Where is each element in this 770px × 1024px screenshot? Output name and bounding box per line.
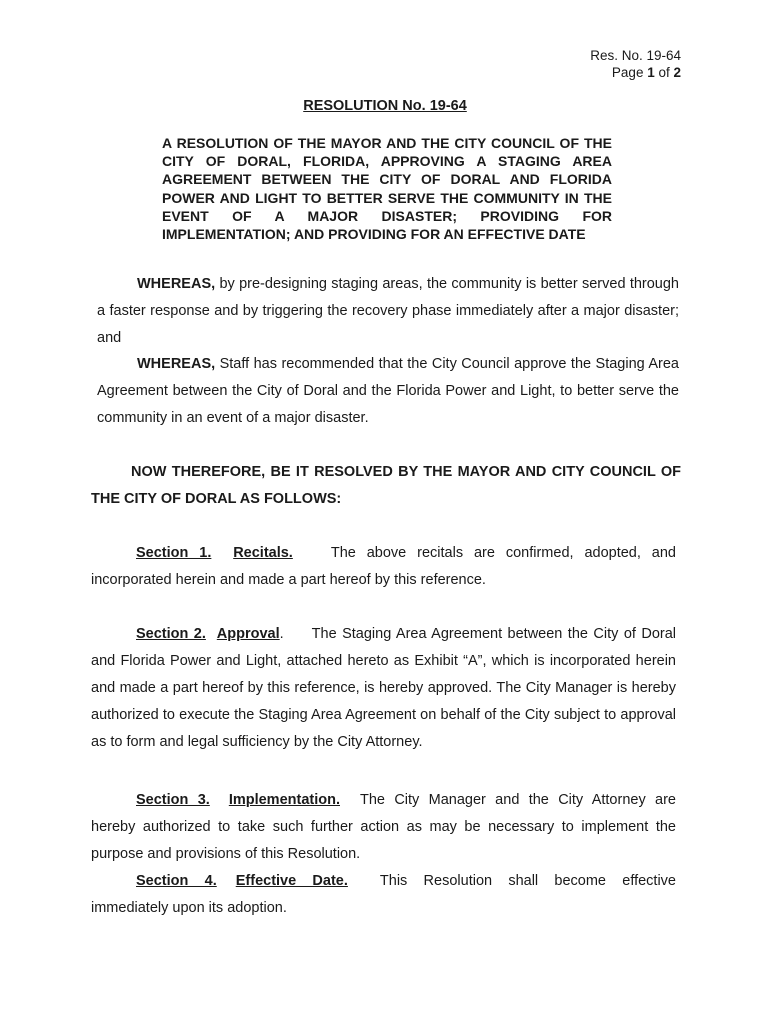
section-number: Section 3.	[136, 792, 210, 808]
resolved-clause	[91, 459, 681, 513]
section-heading: Implementation.	[228, 792, 340, 808]
section-3	[91, 787, 676, 868]
whereas-paragraph-1	[97, 271, 679, 352]
section-heading: Approval	[216, 626, 280, 642]
section-number: Section 1.	[136, 545, 212, 561]
whereas-text: by pre-designing staging areas, the community is better served through a faster response and by triggering the recovery phase immediately after a major disaster; and	[97, 276, 679, 346]
document-title: RESOLUTION No. 19-64	[303, 98, 467, 114]
page-of: of	[654, 65, 674, 80]
section-text: The City Manager and the City Attorney are hereby authorized to take such further action as may be necessary to implement the purpose and provisions of this Resolution.	[91, 792, 676, 862]
resolved-text: NOW THEREFORE, BE IT RESOLVED BY THE MAYOR AND CITY COUNCIL OF THE CITY OF DORAL AS FOLLOWS:	[91, 464, 681, 507]
page-number: 1	[647, 65, 655, 80]
section-number: Section 2.	[136, 626, 206, 642]
resolution-caption: A RESOLUTION OF THE MAYOR AND THE CITY COUNCIL OF THE CITY OF DORAL, FLORIDA, APPROVING A STAGING AREA AGREEMENT BETWEEN THE CITY OF DORAL AND FLORIDA POWER AND LIGHT TO BETTER SERVE THE COMMUNITY IN THE EVENT OF A MAJOR DISASTER; PROVIDING FOR IMPLEMENTATION; AND PROVIDING FOR AN EFFECTIVE DATE	[162, 135, 612, 243]
section-2	[91, 621, 676, 756]
page-total: 2	[673, 65, 681, 80]
page-indicator	[590, 64, 681, 81]
section-text: The above recitals are confirmed, adopted, and incorporated herein and made a part hereof by this reference.	[91, 545, 676, 588]
section-4	[91, 868, 676, 922]
section-text: This Resolution shall become effective immediately upon its adoption.	[91, 873, 676, 916]
section-period: .	[279, 626, 284, 642]
whereas-lead: WHEREAS,	[137, 356, 216, 372]
section-1	[91, 540, 676, 594]
section-text: The Staging Area Agreement between the City of Doral and Florida Power and Light, attached hereto as Exhibit “A”, which is incorporated herein and made a part hereof by this reference, is hereby approved. The City Manager is hereby authorized to execute the Staging Area Agreement on behalf of the City subject to approval as to form and legal sufficiency by the City Attorney.	[91, 626, 676, 750]
section-heading: Recitals.	[233, 545, 293, 561]
section-number: Section 4.	[136, 873, 217, 889]
whereas-paragraph-2	[97, 351, 679, 432]
resolution-number: Res. No. 19-64	[590, 48, 681, 63]
whereas-text: Staff has recommended that the City Council approve the Staging Area Agreement between the City of Doral and the Florida Power and Light, to better serve the community in an event of a major disaster.	[97, 356, 679, 426]
section-heading: Effective Date.	[235, 873, 348, 889]
page-header	[590, 47, 681, 81]
whereas-lead: WHEREAS,	[137, 276, 216, 292]
page-prefix: Page	[611, 65, 648, 80]
